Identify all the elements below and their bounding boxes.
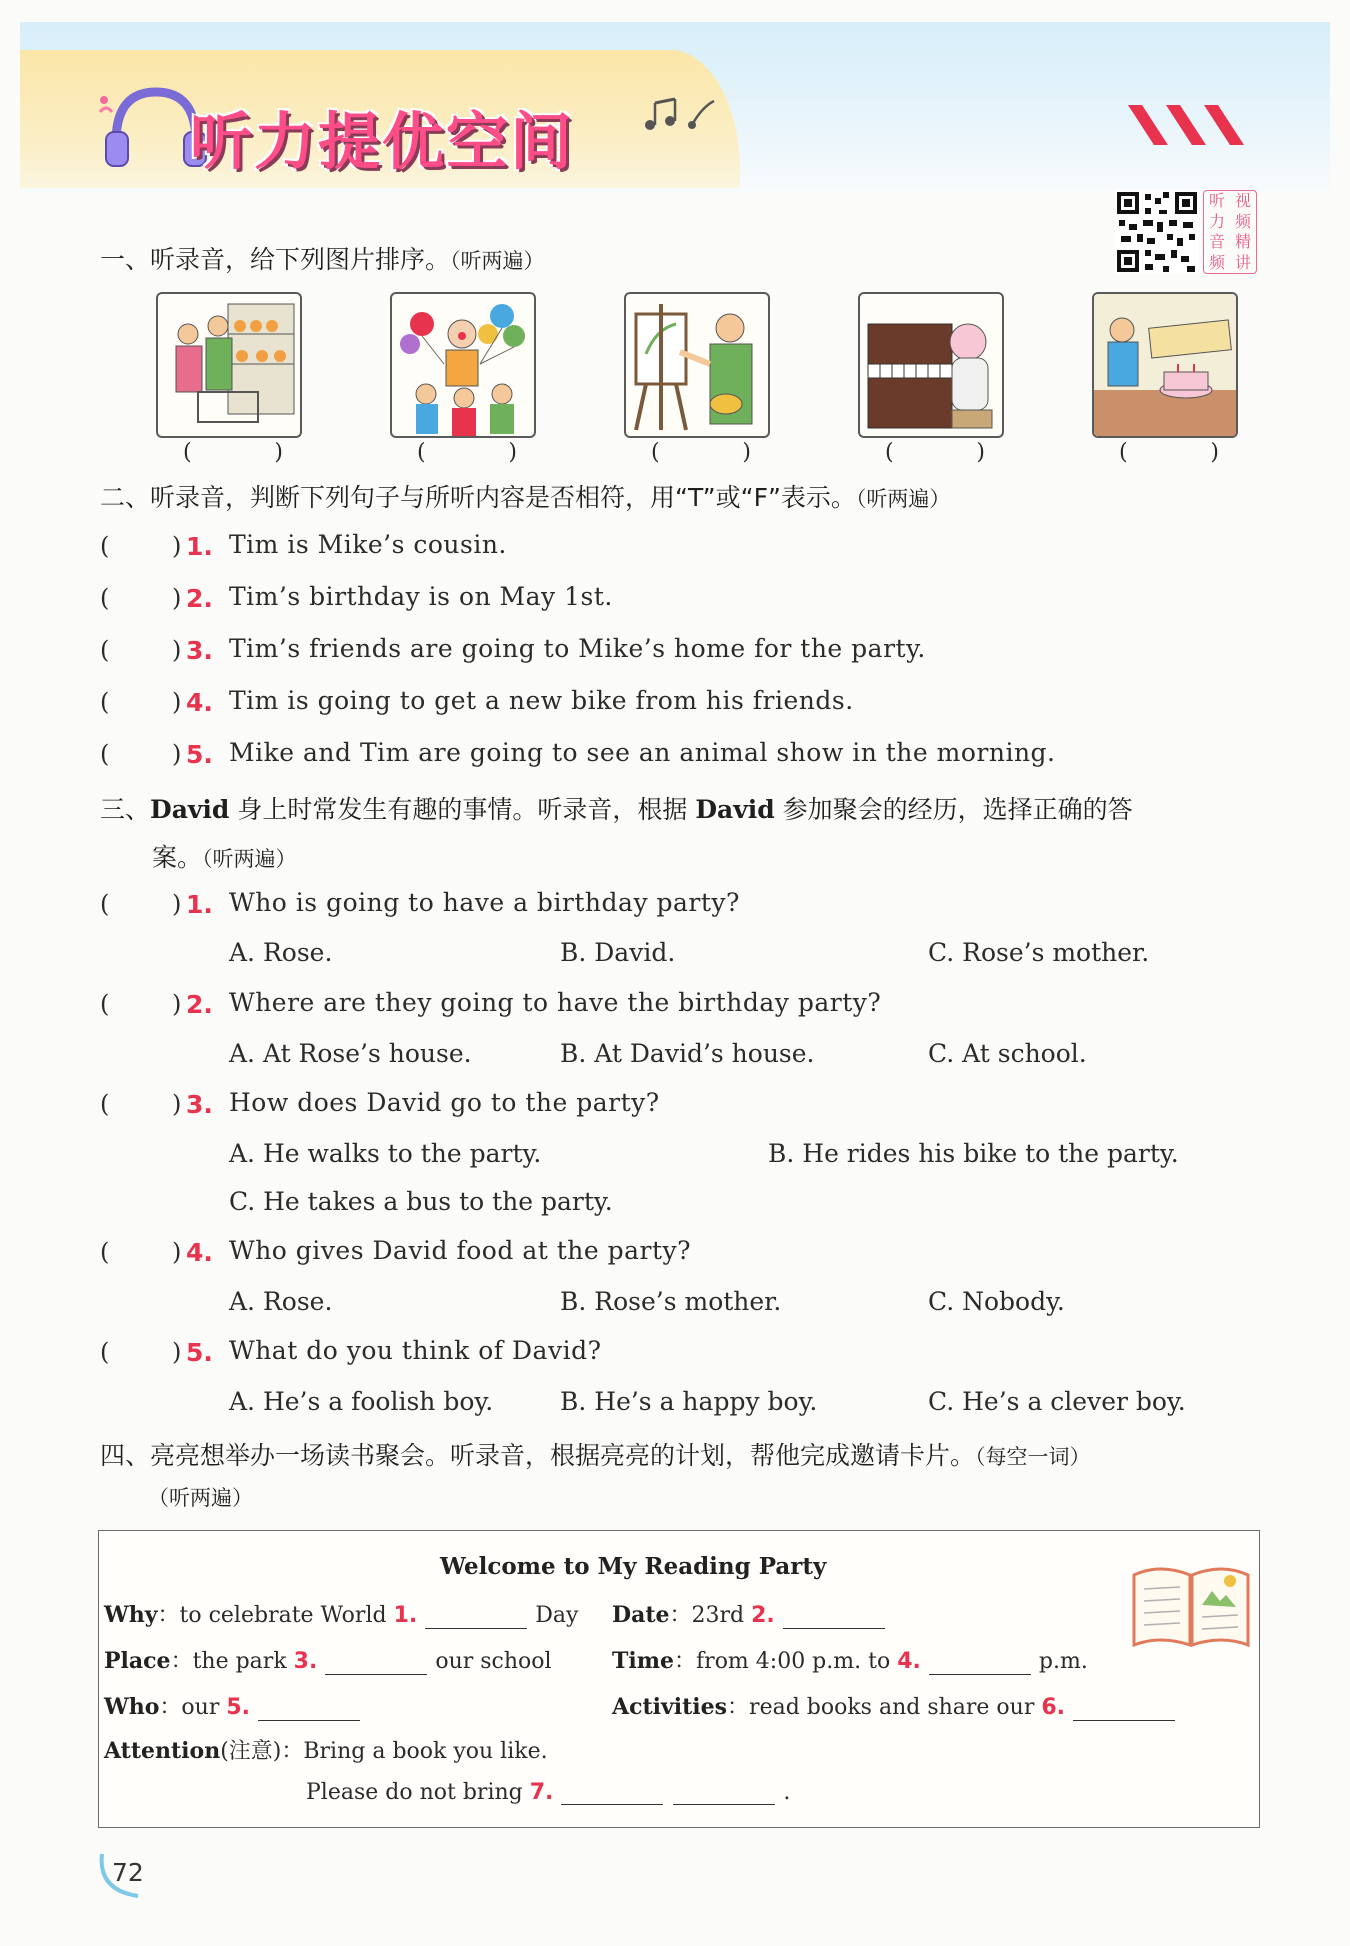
option-a[interactable]: A. Rose. (229, 1287, 333, 1316)
section2-title: 二、听录音，判断下列句子与所听内容是否相符，用“T”或“F”表示。（听两遍） (100, 483, 951, 512)
clown-balloons-icon (392, 294, 534, 436)
page-number: 72 (112, 1858, 144, 1887)
option-c[interactable]: C. At school. (928, 1039, 1087, 1068)
card-attention-row2: Please do not bring 7. . (306, 1780, 791, 1805)
section4-title: 四、亮亮想举办一场读书聚会。听录音，根据亮亮的计划，帮他完成邀请卡片。（每空一词） (100, 1441, 1091, 1470)
option-a[interactable]: A. Rose. (229, 938, 333, 967)
blank-4-input[interactable] (929, 1652, 1031, 1675)
picture-clown (390, 292, 536, 438)
blank-5-input[interactable] (258, 1698, 360, 1721)
workbook-page: 听力提优空间 听 视 力 频 音 精 频 讲 一、听录音，给下列图片排序。（听两遍） ( ) ( ) ( ) ( ) ( ) 二、听录音，判断下列句子与所听内容是否相符，用“T”或“F”表示。（听两遍） ( ) 1. Tim is Mike’s cousin. ( ) 2. Tim’s birthday is on May 1st. ( ) 3. Tim’s friends are going to Mike’s home for the party. ( ) 4. Tim is going to get a new bike from his friends. ( ) 5. Mike and Tim are going to see an animal show in the morning. 三、David 身上时常发生有趣的事情。听录音，根据 David 参加聚会的经历，选择正确的答 案。（听两遍） ( ) 1. Who is going to have a birthday party? A. Rose. B. David. C. Rose’s mother. ( ) 2. Where are they going to have the birthday party? A. At Rose’s house. B. At David’s house. C. At school. ( ) 3. How does David go to the party? A. He walks to the party. B. He rides his bike to the party. C. He takes a bus to the party. ( ) 4. Who gives David food at the party? A. Rose. B. Rose’s mother. C. Nobody. ( ) 5. What do you think of David? A. He’s a foolish boy. B. He’s a happy boy. C. He’s a clever boy. 四、亮亮想举办一场读书聚会。听录音，根据亮亮的计划，帮他完成邀请卡片。（每空一词） （听两遍） Welcome to My Reading Party Why：to celebrate World 1. Day Date：23rd 2. Place：the park 3. our school Time：from 4:00 p.m. to 4. p.m. Who：our 5. Activities：read books and share our 6. Attention(注意)：Bring a book you like. Please do not bring 7. . 72 (0, 0, 1350, 1946)
blank-3-input[interactable] (325, 1652, 427, 1675)
picture-piano (858, 292, 1004, 438)
answer-paren-5[interactable]: ( ) (1119, 440, 1219, 465)
option-a[interactable]: A. At Rose’s house. (229, 1039, 472, 1068)
option-c[interactable]: C. Rose’s mother. (928, 938, 1150, 967)
supermarket-shopping-icon (158, 294, 300, 436)
card-activities-row: Activities：read books and share our 6. (612, 1690, 1183, 1721)
section1-title: 一、听录音，给下列图片排序。（听两遍） (100, 245, 545, 274)
qr-code-icon[interactable] (1115, 190, 1199, 274)
blank-7a-input[interactable] (561, 1782, 663, 1805)
answer-paren-1[interactable]: ( ) (183, 440, 283, 465)
page-title: 听力提优空间 (190, 105, 575, 178)
section3-title-line2: 案。（听两遍） (152, 843, 297, 872)
card-place-row: Place：the park 3. our school (104, 1648, 552, 1674)
option-b[interactable]: B. He’s a happy boy. (560, 1387, 818, 1416)
painting-easel-icon (626, 294, 768, 436)
option-a[interactable]: A. He walks to the party. (229, 1139, 542, 1168)
option-c[interactable]: C. He takes a bus to the party. (229, 1187, 613, 1216)
card-time-row: Time：from 4:00 p.m. to 4. p.m. (612, 1648, 1088, 1674)
blank-6-input[interactable] (1073, 1698, 1175, 1721)
blank-2-input[interactable] (783, 1606, 885, 1629)
option-b[interactable]: B. David. (560, 938, 676, 967)
section3-title: 三、David 身上时常发生有趣的事情。听录音，根据 David 参加聚会的经历，选择正确的答 (100, 795, 1133, 824)
answer-paren-2[interactable]: ( ) (417, 440, 517, 465)
slash-decoration-icon (1128, 100, 1258, 150)
blank-7b-input[interactable] (673, 1782, 775, 1805)
picture-supermarket (156, 292, 302, 438)
option-b[interactable]: B. At David’s house. (560, 1039, 815, 1068)
card-why-row: Why：to celebrate World 1. Day (104, 1602, 579, 1628)
music-note-icon (640, 95, 720, 135)
option-a[interactable]: A. He’s a foolish boy. (229, 1387, 494, 1416)
birthday-cake-icon (1094, 294, 1236, 436)
card-title: Welcome to My Reading Party (440, 1553, 827, 1580)
answer-paren-3[interactable]: ( ) (651, 440, 751, 465)
blank-1-input[interactable] (425, 1606, 527, 1629)
option-b[interactable]: B. He rides his bike to the party. (768, 1139, 1179, 1168)
qr-label: 听 视 力 频 音 精 频 讲 (1203, 190, 1257, 274)
answer-paren-4[interactable]: ( ) (885, 440, 985, 465)
card-who-row: Who：our 5. (104, 1690, 368, 1721)
piano-icon (860, 294, 1002, 436)
section4-title-line2: （听两遍） (148, 1486, 253, 1510)
picture-painting (624, 292, 770, 438)
card-attention-row: Attention(注意)：Bring a book you like. (104, 1738, 548, 1764)
card-date-row: Date：23rd 2. (612, 1598, 893, 1629)
option-b[interactable]: B. Rose’s mother. (560, 1287, 782, 1316)
picture-birthday (1092, 292, 1238, 438)
option-c[interactable]: C. Nobody. (928, 1287, 1065, 1316)
option-c[interactable]: C. He’s a clever boy. (928, 1387, 1186, 1416)
open-book-icon (1130, 1555, 1252, 1651)
